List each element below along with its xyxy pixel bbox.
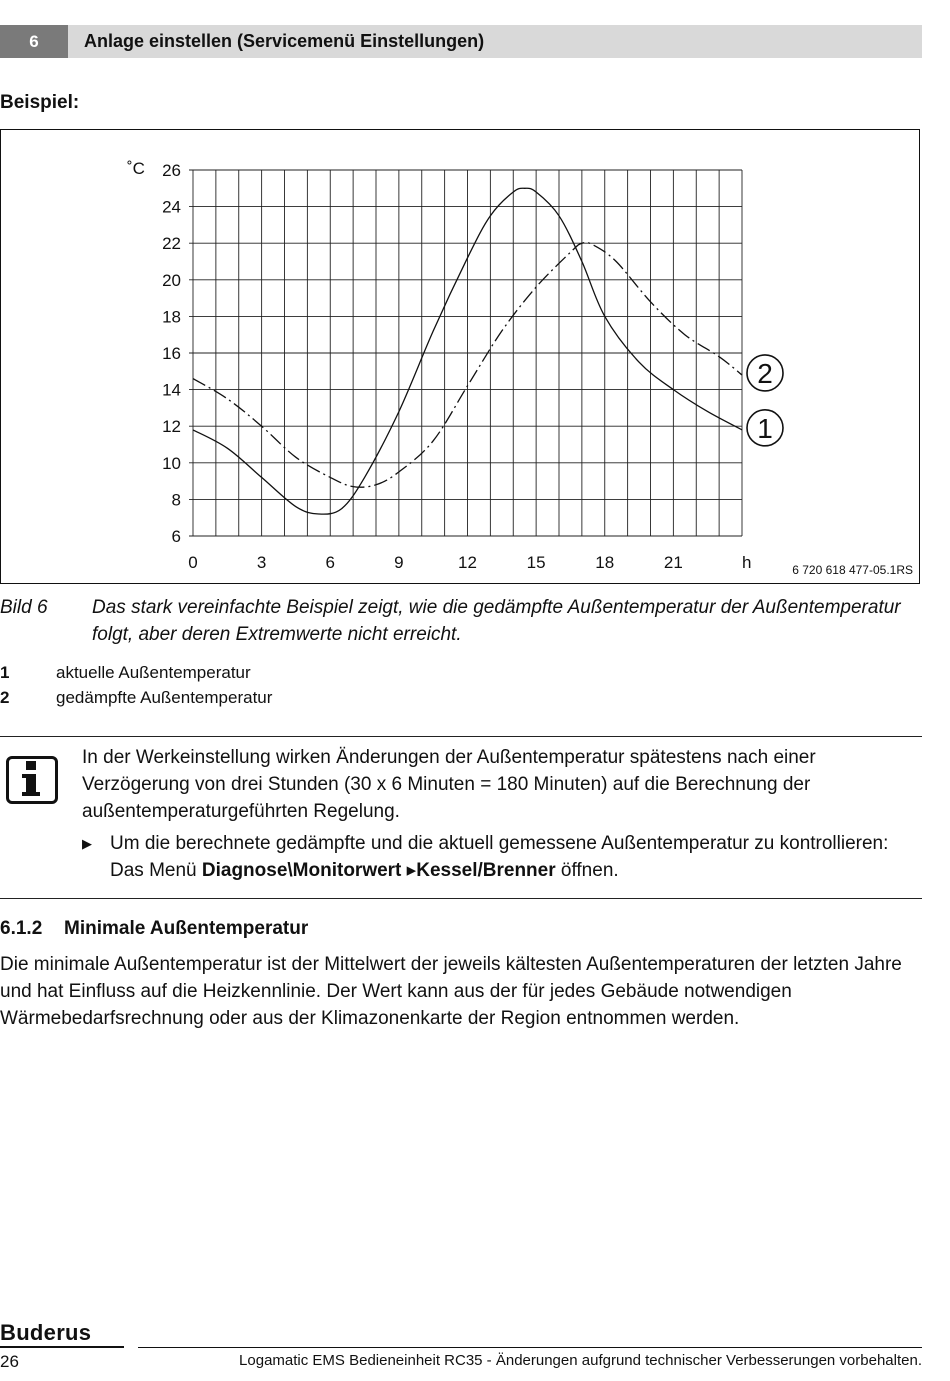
y-tick-label: 26	[162, 161, 181, 180]
caption-number: Bild 6	[0, 597, 48, 618]
series-callouts	[747, 355, 783, 446]
section-number: 6.1.2	[0, 918, 43, 939]
series-callout-label: 1	[757, 412, 773, 444]
info-box-bottom-rule	[0, 898, 922, 899]
x-tick-label: 21	[663, 553, 683, 572]
x-tick-label: 18	[595, 553, 615, 572]
brand-logo: Buderus	[0, 1320, 92, 1345]
series-callout-label: 2	[757, 357, 773, 389]
temperature-chart-figure	[0, 129, 920, 584]
y-tick-label: 6	[171, 527, 181, 546]
figure-id: 6 720 618 477-05.1RS	[792, 563, 913, 577]
y-tick-label: 14	[162, 380, 181, 400]
menu-path: Diagnose\Monitorwert	[201, 860, 402, 881]
chapter-title: Anlage einstellen (Servicemenü Einstellungen)	[84, 31, 485, 51]
y-tick-label: 8	[171, 490, 181, 510]
bullet-prefix: Um die berechnete gedämpfte und die aktuell gemessene Außentemperatur zu kontrollieren: Das Menü	[110, 833, 889, 881]
x-axis-ticks	[188, 553, 683, 572]
x-tick-label: 3	[256, 553, 267, 572]
x-tick-label: 6	[325, 553, 335, 572]
temperature-chart	[1, 130, 921, 585]
logo-underline	[0, 1346, 124, 1348]
section-body: Die minimale Außentemperatur ist der Mittelwert der jeweils kältesten Außentemperaturen der letzten Jahre und hat Einfluss auf die Heizkennlinie. Der Wert kann aus der für jedes Gebäude notwendigen Wärmebedarfsrechnung oder aus der Klimazonenkarte der Region entnommen werden.	[0, 954, 902, 1029]
y-tick-label: 12	[162, 417, 181, 437]
y-tick-label: 24	[162, 197, 181, 217]
page-number: 26	[0, 1352, 19, 1371]
menu-target: Kessel/Brenner	[416, 860, 556, 881]
info-text: In der Werkeinstellung wirken Änderungen der Außentemperatur spätestens nach einer Verzögerung von drei Stunden (30 x 6 Minuten = 180 Minuten) auf die Berechnung der außentemperaturgeführten Regelung.	[82, 747, 816, 822]
bullet-suffix: öffnen.	[555, 860, 619, 881]
y-tick-label: 10	[162, 453, 181, 473]
y-tick-label: 20	[162, 270, 181, 290]
x-tick-label: 9	[394, 553, 404, 572]
section-heading	[0, 918, 308, 940]
y-tick-label: 22	[162, 234, 181, 254]
legend-label: aktuelle Außentemperatur	[56, 663, 251, 682]
legend-key: 1	[0, 663, 10, 682]
footer-text: Logamatic EMS Bedieneinheit RC35 - Änderungen aufgrund technischer Verbesserungen vorbehalten.	[239, 1352, 922, 1369]
y-axis-label: ˚C	[127, 159, 145, 178]
y-tick-label: 16	[162, 344, 181, 363]
info-box-top-rule	[0, 736, 922, 737]
x-tick-label: 12	[458, 553, 477, 572]
caption-text: Das stark vereinfachte Beispiel zeigt, wie die gedämpfte Außentemperatur der Außentemperatur folgt, aber deren Extremwerte nicht erreicht.	[92, 597, 901, 645]
y-tick-label: 18	[162, 307, 181, 327]
chapter-header-bar	[0, 25, 922, 58]
chart-grid	[189, 170, 742, 536]
section-title: Minimale Außentemperatur	[64, 918, 309, 939]
x-tick-label: 0	[188, 553, 198, 572]
legend-key: 2	[0, 688, 10, 707]
legend-label: gedämpfte Außentemperatur	[56, 688, 273, 707]
y-axis-ticks	[162, 161, 181, 546]
bullet-triangle-icon: ▶	[82, 836, 92, 851]
chapter-number: 6	[0, 25, 68, 58]
bullet-text	[110, 830, 910, 884]
footer-rule	[138, 1347, 922, 1348]
x-tick-label: 15	[526, 553, 546, 572]
x-axis-label: h	[742, 553, 752, 572]
example-heading: Beispiel:	[0, 92, 80, 113]
info-icon	[6, 756, 58, 804]
menu-arrow-icon: ▸	[406, 860, 417, 881]
